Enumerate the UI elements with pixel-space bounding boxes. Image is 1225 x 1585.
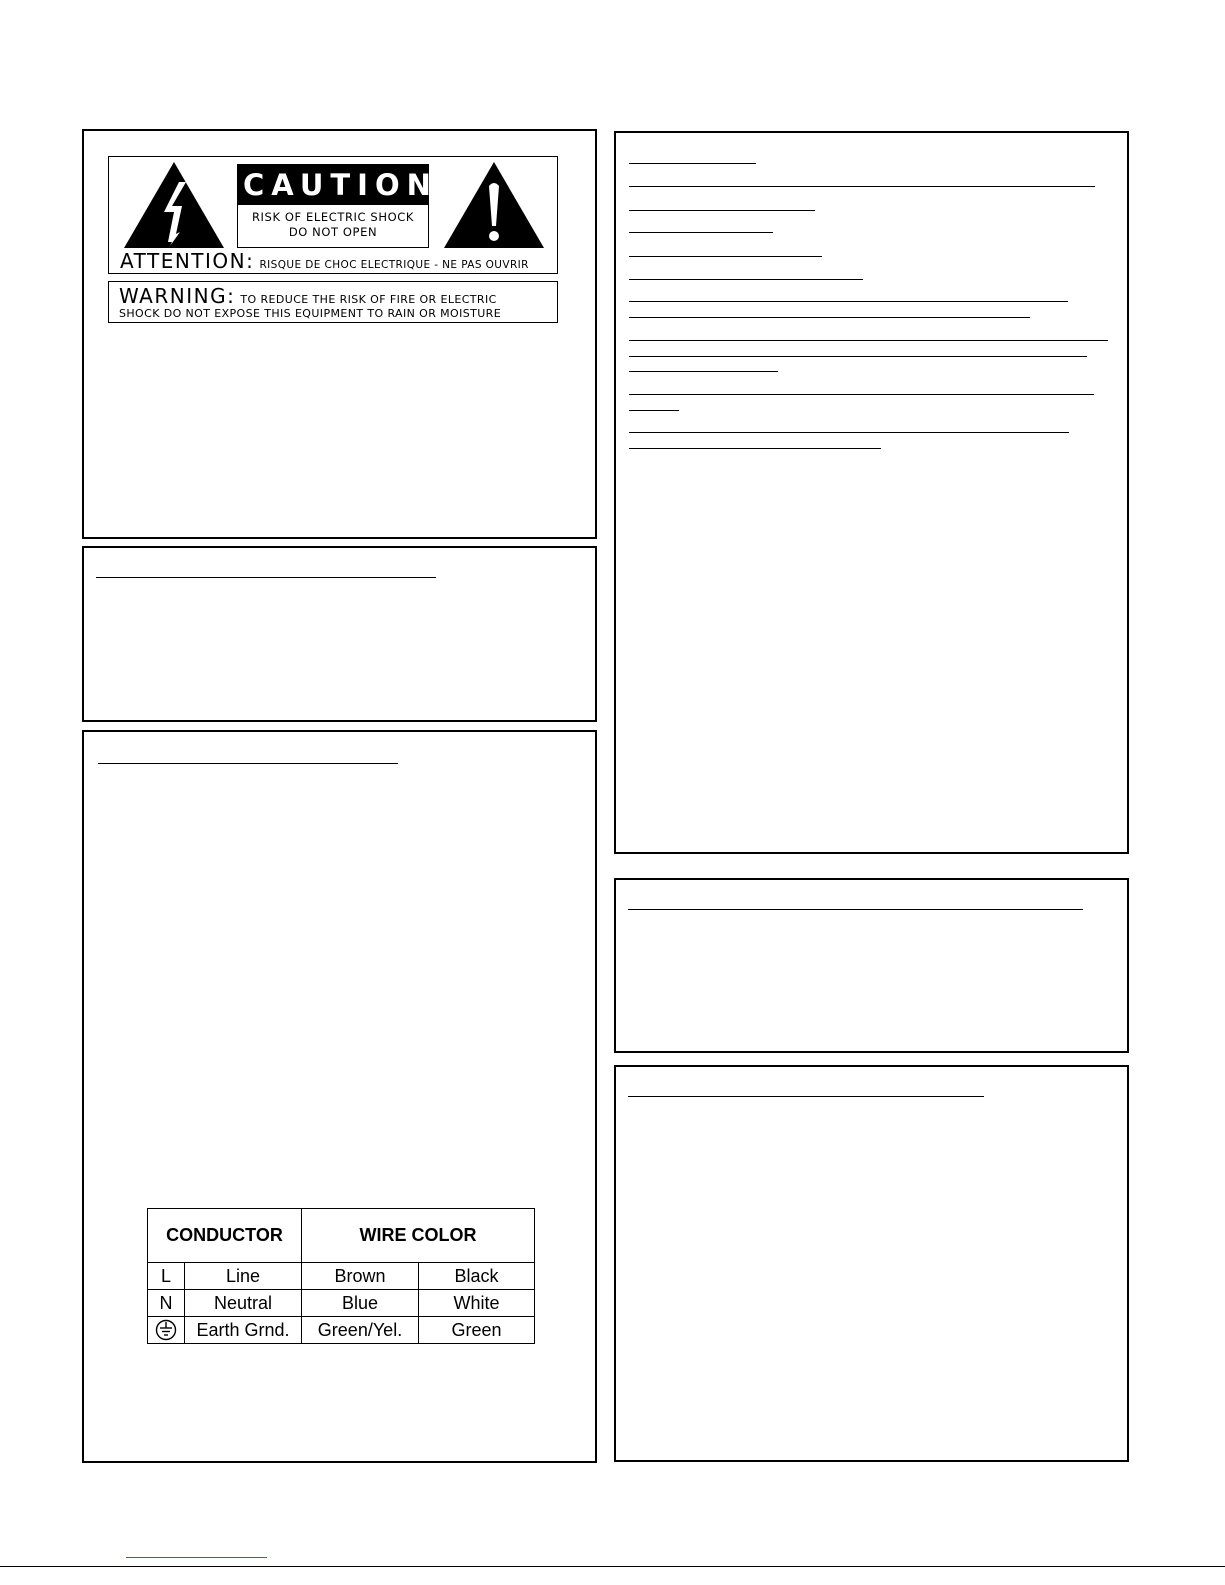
conductor-name: Earth Grnd. (185, 1317, 302, 1344)
conductor-symbol (148, 1317, 185, 1344)
warning-text-2: SHOCK DO NOT EXPOSE THIS EQUIPMENT TO RAIN OR MOISTURE (119, 307, 502, 320)
table-row (148, 1263, 535, 1290)
wire-color-2: White (419, 1290, 535, 1317)
list-item-underline (629, 394, 1094, 395)
wire-color-1: Brown (302, 1263, 419, 1290)
left-section-3 (82, 730, 597, 1463)
conductor-name: Neutral (185, 1290, 302, 1317)
list-item-underline (629, 279, 863, 280)
list-item-underline (629, 410, 679, 411)
attention-line (120, 249, 529, 273)
caution-subtitle (238, 210, 428, 240)
list-item-underline (629, 448, 881, 449)
list-item-underline (629, 340, 1108, 341)
conductor-symbol: L (148, 1263, 185, 1290)
list-item-underline (629, 301, 1068, 302)
table-header-row (148, 1209, 535, 1263)
wire-color-2: Green (419, 1317, 535, 1344)
wire-color-1: Blue (302, 1290, 419, 1317)
caution-label (108, 156, 558, 274)
table-row (148, 1317, 535, 1344)
section-heading-underline (628, 1096, 984, 1097)
list-item-underline (629, 432, 1069, 433)
caution-block (237, 164, 438, 248)
list-item-underline (629, 186, 1095, 187)
list-item-underline (629, 256, 822, 257)
list-item-underline (629, 210, 815, 211)
warning-line-1 (119, 284, 497, 308)
footer-link-underline[interactable] (126, 1557, 267, 1558)
section-heading-underline (96, 577, 436, 578)
list-heading-underline (629, 163, 756, 164)
right-section-2 (614, 878, 1129, 1053)
warning-text-1: TO REDUCE THE RISK OF FIRE OR ELECTRIC (240, 293, 497, 306)
wire-color-header: WIRE COLOR (302, 1209, 535, 1263)
list-item-underline (629, 371, 778, 372)
footer-rule (0, 1566, 1225, 1567)
wire-color-2: Black (419, 1263, 535, 1290)
caution-line-1: RISK OF ELECTRIC SHOCK (251, 210, 415, 224)
warning-box (108, 281, 558, 323)
right-section-1 (614, 131, 1129, 854)
list-item-underline (629, 232, 773, 233)
wire-color-table (147, 1208, 535, 1344)
caution-line-2: DO NOT OPEN (288, 225, 378, 239)
left-section-2 (82, 546, 597, 722)
lightning-warning-icon (122, 160, 226, 250)
wire-color-1: Green/Yel. (302, 1317, 419, 1344)
conductor-header: CONDUCTOR (148, 1209, 302, 1263)
section-heading-underline (628, 909, 1083, 910)
list-item-underline (629, 317, 1030, 318)
caution-section (82, 129, 597, 539)
conductor-symbol: N (148, 1290, 185, 1317)
conductor-name: Line (185, 1263, 302, 1290)
exclamation-warning-icon (442, 160, 546, 250)
attention-word: ATTENTION: (120, 249, 255, 273)
list-item-underline (629, 356, 1087, 357)
earth-ground-icon (155, 1319, 177, 1341)
caution-title: CAUTION (238, 165, 428, 205)
section-heading-underline (98, 763, 398, 764)
attention-text: RISQUE DE CHOC ELECTRIQUE - NE PAS OUVRIR (259, 259, 529, 271)
right-section-3 (614, 1065, 1129, 1462)
warning-word: WARNING: (119, 284, 236, 308)
table-row (148, 1290, 535, 1317)
